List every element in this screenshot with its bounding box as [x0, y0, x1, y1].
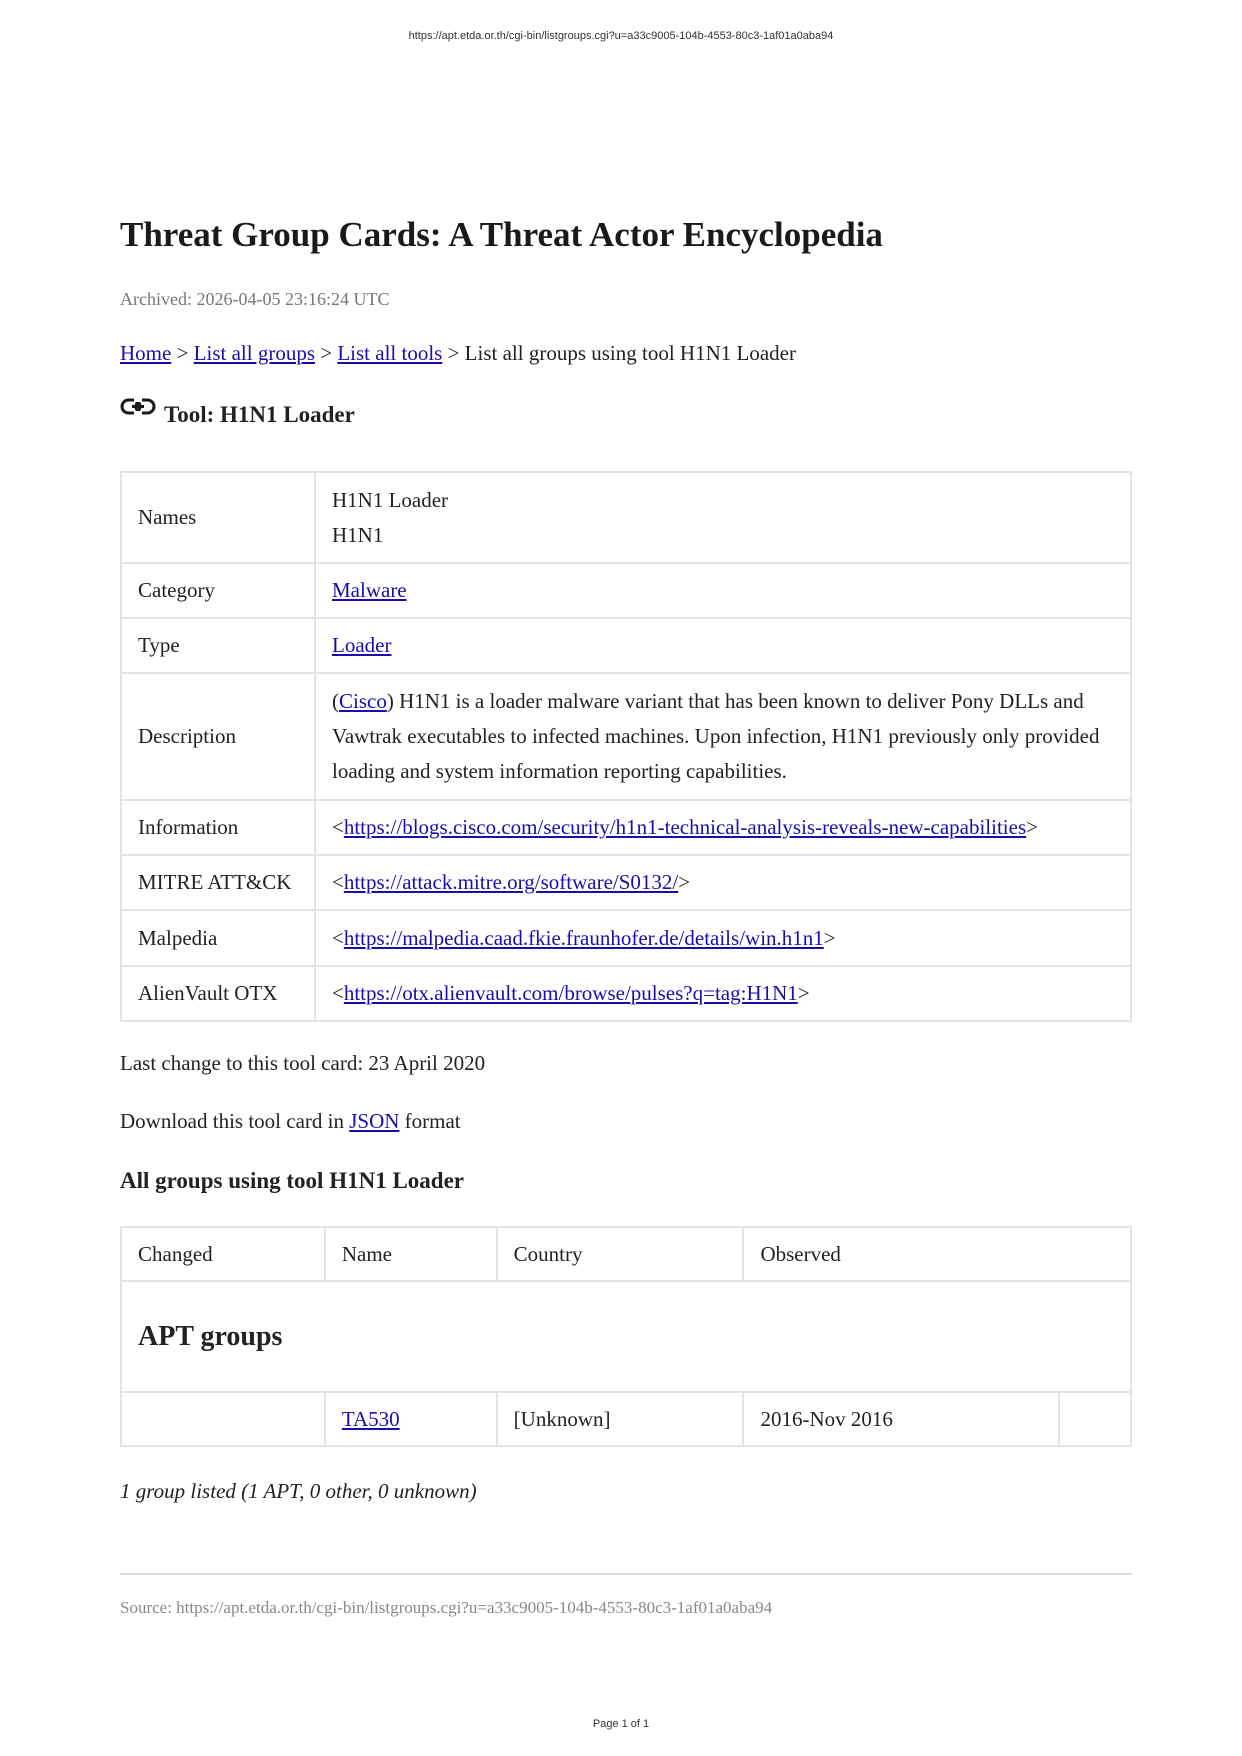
otx-label: AlienVault OTX [121, 966, 315, 1021]
information-label: Information [121, 800, 315, 855]
names-row [121, 472, 1131, 563]
otx-value [315, 966, 1131, 1021]
names-label: Names [121, 472, 315, 563]
type-link[interactable]: Loader [332, 633, 392, 657]
angle-open: < [332, 925, 344, 950]
angle-open: < [332, 870, 344, 894]
type-row [121, 618, 1131, 673]
page-title: Threat Group Cards: A Threat Actor Encyclopedia [120, 215, 883, 254]
angle-open: < [332, 981, 344, 1005]
groups-header-row [121, 1227, 1131, 1281]
information-link[interactable]: https://blogs.cisco.com/security/h1n1-technical-analysis-reveals-new-capabilities [343, 815, 1027, 839]
description-label: Description [121, 673, 315, 800]
type-label: Type [121, 618, 315, 673]
description-value [315, 673, 1131, 800]
angle-close: > [823, 925, 836, 950]
breadcrumb-separator: > [171, 341, 194, 365]
column-header-name: Name [325, 1227, 497, 1281]
name-value: H1N1 [332, 522, 384, 547]
group-extra-cell [1059, 1392, 1131, 1446]
tool-heading [120, 400, 355, 430]
column-header-country: Country [497, 1227, 744, 1281]
print-footer-page-number: Page 1 of 1 [592, 1718, 650, 1730]
archived-timestamp: Archived: 2026-04-05 23:16:24 UTC [120, 289, 390, 309]
information-value [315, 800, 1131, 855]
description-open-paren: ( [332, 689, 339, 713]
breadcrumb-current: > List all groups using tool H1N1 Loader [442, 341, 796, 365]
angle-close: > [678, 870, 691, 894]
divider [120, 1573, 1132, 1575]
group-name-cell [325, 1392, 497, 1446]
category-link[interactable]: Malware [332, 578, 407, 602]
breadcrumb-list-groups-link[interactable]: List all groups [193, 341, 315, 365]
name-value: H1N1 Loader [332, 487, 449, 512]
mitre-row [121, 855, 1131, 910]
group-observed-cell: 2016-Nov 2016 [743, 1392, 1059, 1446]
angle-close: > [797, 981, 810, 1005]
download-line [120, 1107, 461, 1135]
mitre-label: MITRE ATT&CK [121, 855, 315, 910]
category-value [315, 563, 1131, 618]
otx-link[interactable]: https://otx.alienvault.com/browse/pulses?q=tag:H1N1 [343, 981, 798, 1005]
download-prefix: Download this tool card in [120, 1109, 350, 1133]
tool-info-table [120, 471, 1132, 1022]
angle-open: < [332, 815, 344, 839]
group-country-cell: [Unknown] [497, 1392, 744, 1446]
section-row [121, 1281, 1131, 1392]
description-text: ) H1N1 is a loader malware variant that has been known to deliver Pony DLLs and Vawtrak executables to infected machines. Upon infection, H1N1 previously only provided loading and system information reporting capabilities. [332, 689, 1100, 783]
names-values [315, 472, 1131, 563]
breadcrumb-home-link[interactable]: Home [120, 341, 172, 365]
source-url: Source: https://apt.etda.or.th/cgi-bin/listgroups.cgi?u=a33c9005-104b-4553-80c3-1af01a0aba94 [120, 1598, 773, 1617]
malpedia-row [121, 910, 1131, 966]
cisco-source-link[interactable]: Cisco [339, 689, 387, 713]
section-title-apt-groups: APT groups [121, 1281, 1131, 1392]
groups-summary: 1 group listed (1 APT, 0 other, 0 unknown) [120, 1479, 477, 1503]
group-name-link[interactable]: TA530 [341, 1406, 400, 1431]
json-download-link[interactable]: JSON [349, 1109, 400, 1133]
download-suffix: format [399, 1109, 461, 1133]
otx-row [121, 966, 1131, 1021]
malpedia-link[interactable]: https://malpedia.caad.fkie.fraunhofer.de/details/win.h1n1 [343, 925, 824, 950]
angle-close: > [1026, 815, 1038, 839]
print-header-url: https://apt.etda.or.th/cgi-bin/listgroups.cgi?u=a33c9005-104b-4553-80c3-1af01a0aba94 [408, 30, 834, 42]
category-label: Category [121, 563, 315, 618]
table-row [121, 1392, 1131, 1446]
groups-heading: All groups using tool H1N1 Loader [120, 1168, 464, 1193]
breadcrumb-list-tools-link[interactable]: List all tools [337, 341, 443, 365]
malpedia-value [315, 910, 1131, 966]
column-header-changed: Changed [121, 1227, 325, 1281]
last-change-text: Last change to this tool card: 23 April 2020 [120, 1051, 486, 1075]
malpedia-label: Malpedia [121, 910, 315, 966]
mitre-value [315, 855, 1131, 910]
breadcrumb [120, 339, 796, 367]
group-changed-cell [121, 1392, 325, 1446]
tool-heading-text: Tool: H1N1 Loader [164, 402, 355, 427]
link-icon [120, 394, 156, 420]
mitre-link[interactable]: https://attack.mitre.org/software/S0132/ [343, 870, 679, 894]
type-value [315, 618, 1131, 673]
category-row [121, 563, 1131, 618]
column-header-observed: Observed [743, 1227, 1131, 1281]
groups-table [120, 1226, 1132, 1447]
breadcrumb-separator: > [315, 341, 338, 365]
description-row [121, 673, 1131, 800]
information-row [121, 800, 1131, 855]
